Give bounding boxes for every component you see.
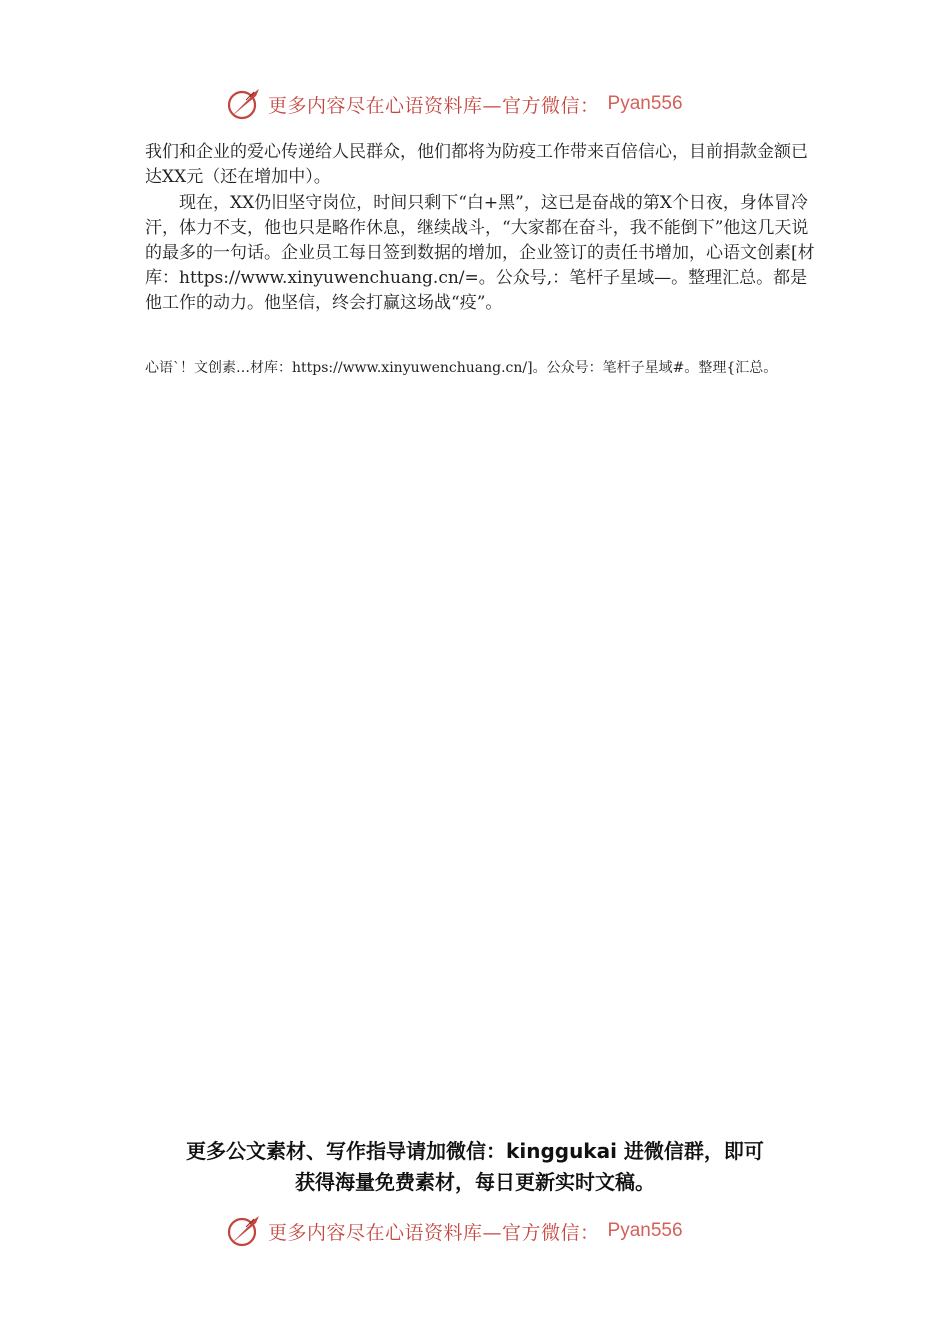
footer-promo-line-2: 获得海量免费素材，每日更新实时文稿。 (295, 1170, 655, 1194)
quill-logo-icon (226, 86, 262, 122)
footer-promo-line-1: 更多公文素材、写作指导请加微信：kinggukai 进微信群，即可 (186, 1139, 764, 1163)
banner-text: 更多内容尽在心语资料库—官方微信： (268, 1221, 600, 1244)
header-banner (226, 84, 683, 124)
quill-logo-icon (226, 1213, 262, 1249)
footer-promo (140, 1136, 810, 1198)
footer-banner (226, 1211, 683, 1251)
paragraph-1: 我们和企业的爱心传递给人民群众，他们都将为防疫工作带来百倍信心，目前捐款金额已达XX元（还在增加中）。 (145, 142, 808, 187)
watermark-note: 心语`！文创素…材库：https://www.xinyuwenchuang.cn/]。公众号：笔杆子星域#。整理{汇总。 (145, 360, 778, 376)
paragraph-2: 现在，XX仍旧坚守岗位，时间只剩下“白+黑”，这已是奋战的第X个日夜，身体冒冷汗，体力不支，他也只是略作休息，继续战斗，“大家都在奋斗，我不能倒下”他这几天说的最多的一句话。企业员工每日签到数据的增加，企业签订的责任书增加，心语文创素[材库：https://www.xinyuwenchuang.cn/=。公众号,：笔杆子星域—。整理汇总。都是他工作的动力。他坚信，终会打赢这场战“疫”。 (145, 193, 815, 313)
banner-text: 更多内容尽在心语资料库—官方微信： (268, 94, 600, 117)
banner-wechat-id: Pyan556 (607, 93, 683, 114)
banner-wechat-id: Pyan556 (607, 1220, 683, 1241)
